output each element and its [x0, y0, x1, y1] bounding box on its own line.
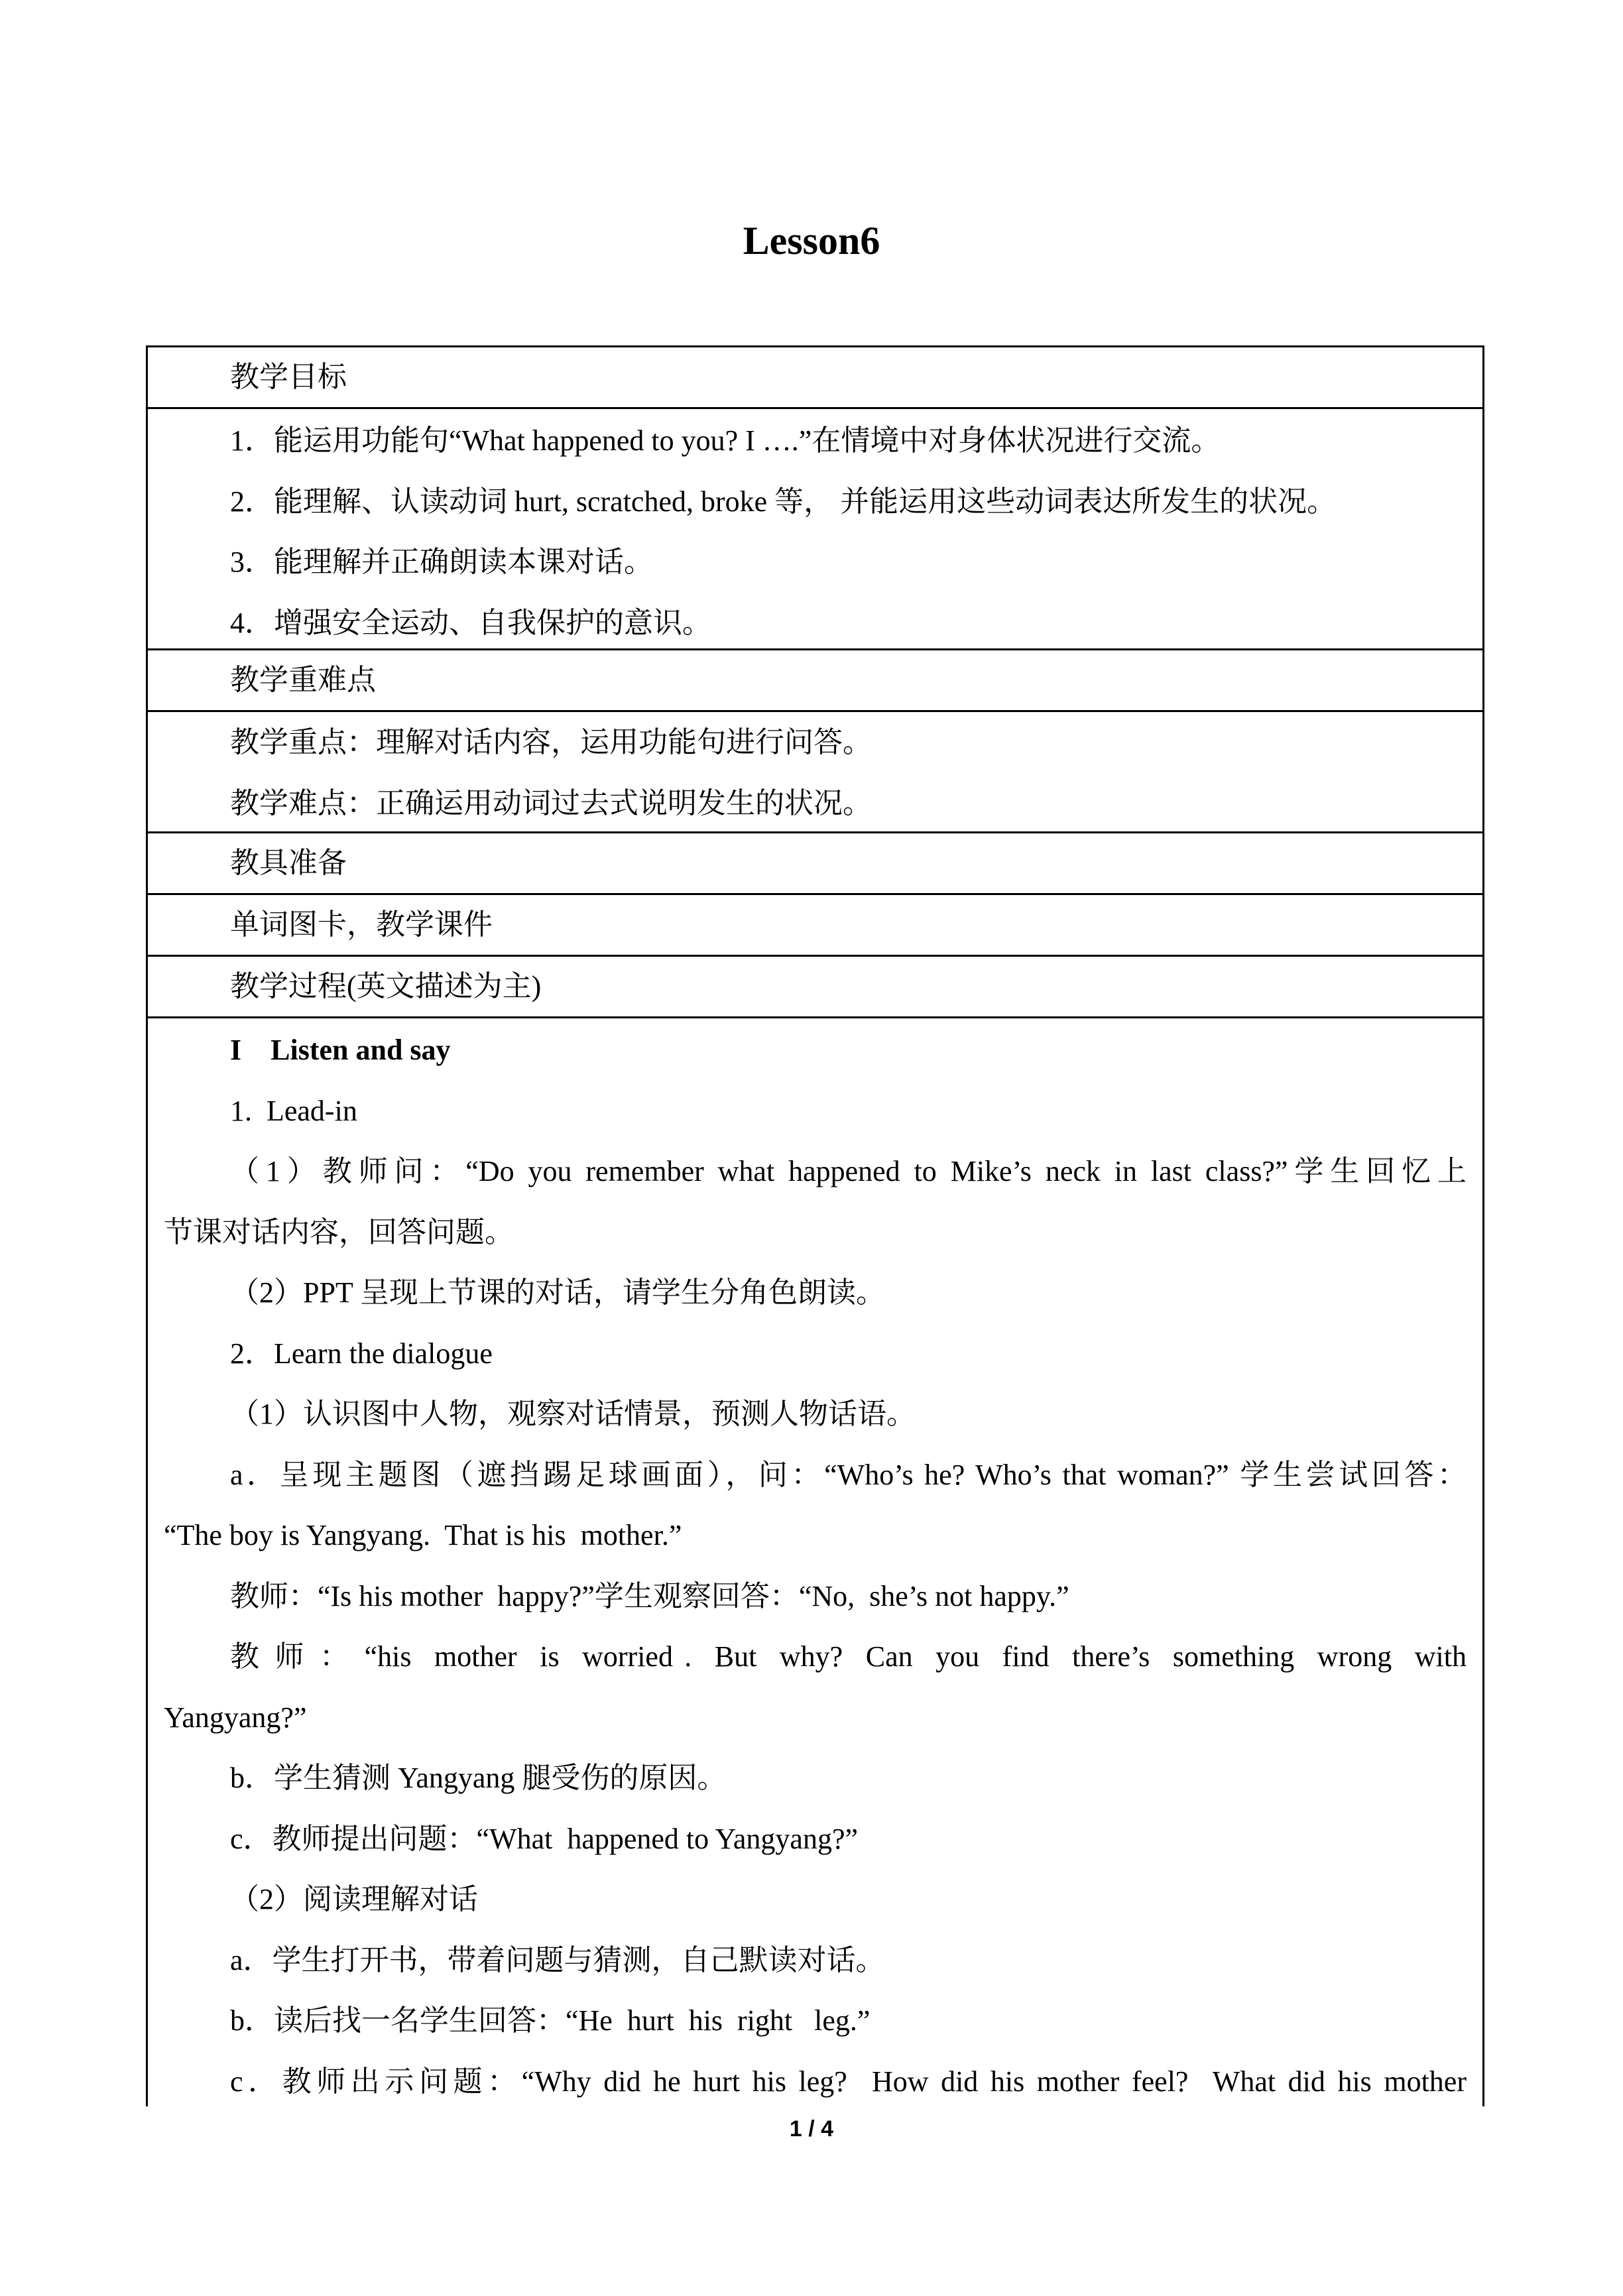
- process-line: （2）阅读理解对话: [230, 1883, 478, 1915]
- process-line: c．教师出示问题：“Why did he hurt his leg? How did his mother feel? What did his mother: [230, 2065, 1467, 2098]
- process-row: [148, 1018, 1482, 2106]
- objective-item: 2．能理解、认读动词 hurt, scratched, broke 等， 并能运用这些动词表达所发生的状况。: [230, 485, 1337, 518]
- key-points-header-row: [148, 650, 1482, 712]
- process-line: 教师：“Is his mother happy?”学生观察回答：“No, she’s not happy.”: [230, 1579, 1069, 1612]
- process-line: b．读后找一名学生回答：“He hurt his right leg.”: [230, 2004, 871, 2037]
- process-header-row: [148, 957, 1482, 1018]
- process-line: （1）认识图中人物，观察对话情景，预测人物话语。: [230, 1398, 916, 1430]
- key-points-row: [148, 712, 1482, 833]
- process-line: 2．Learn the dialogue: [230, 1337, 493, 1370]
- materials-row: [148, 895, 1482, 957]
- document-title: Lesson6: [743, 219, 880, 263]
- objectives-header: 教学目标: [230, 361, 347, 393]
- materials-text: 单词图卡，教学课件: [230, 908, 493, 941]
- process-line: Yangyang?”: [164, 1701, 307, 1734]
- objectives-row: [148, 409, 1482, 650]
- process-line: （1）教师问：“Do you remember what happened to Mike’s neck in last class?”学生回忆上: [230, 1155, 1467, 1187]
- objective-item: 1．能运用功能句“What happened to you? I ….”在情境中对身体状况进行交流。: [230, 424, 1221, 457]
- key-point-item: 教学重点：理解对话内容，运用功能句进行问答。: [230, 726, 872, 758]
- process-line: c．教师提出问题：“What happened to Yangyang?”: [230, 1822, 859, 1855]
- page-number: 1 / 4: [789, 2116, 834, 2142]
- materials-header: 教具准备: [230, 847, 347, 879]
- objective-item: 3．能理解并正确朗读本课对话。: [230, 546, 653, 578]
- difficult-point-item: 教学难点：正确运用动词过去式说明发生的状况。: [230, 786, 872, 819]
- process-header: 教学过程(英文描述为主): [230, 970, 542, 1002]
- materials-header-row: [148, 833, 1482, 895]
- part-title: I Listen and say: [230, 1034, 451, 1066]
- process-line: “The boy is Yangyang. That is his mother.”: [164, 1519, 682, 1551]
- process-line: b．学生猜测 Yangyang 腿受伤的原因。: [230, 1762, 727, 1794]
- process-line: 1. Lead-in: [230, 1094, 357, 1127]
- process-line: （2）PPT 呈现上节课的对话，请学生分角色朗读。: [230, 1276, 886, 1309]
- key-points-header: 教学重难点: [230, 664, 376, 696]
- objectives-header-row: [148, 347, 1482, 409]
- objective-item: 4．增强安全运动、自我保护的意识。: [230, 606, 711, 639]
- process-line: 教 师 ： “his mother is worried . But why? Can you find there’s something wrong with: [230, 1640, 1467, 1673]
- process-line: a．呈现主题图（遮挡踢足球画面），问：“Who’s he? Who’s that woman?” 学生尝试回答：: [230, 1458, 1467, 1491]
- process-line: a．学生打开书，带着问题与猜测，自己默读对话。: [230, 1943, 885, 1976]
- lesson-plan-table: [146, 345, 1484, 2106]
- process-line: 节课对话内容，回答问题。: [164, 1215, 514, 1248]
